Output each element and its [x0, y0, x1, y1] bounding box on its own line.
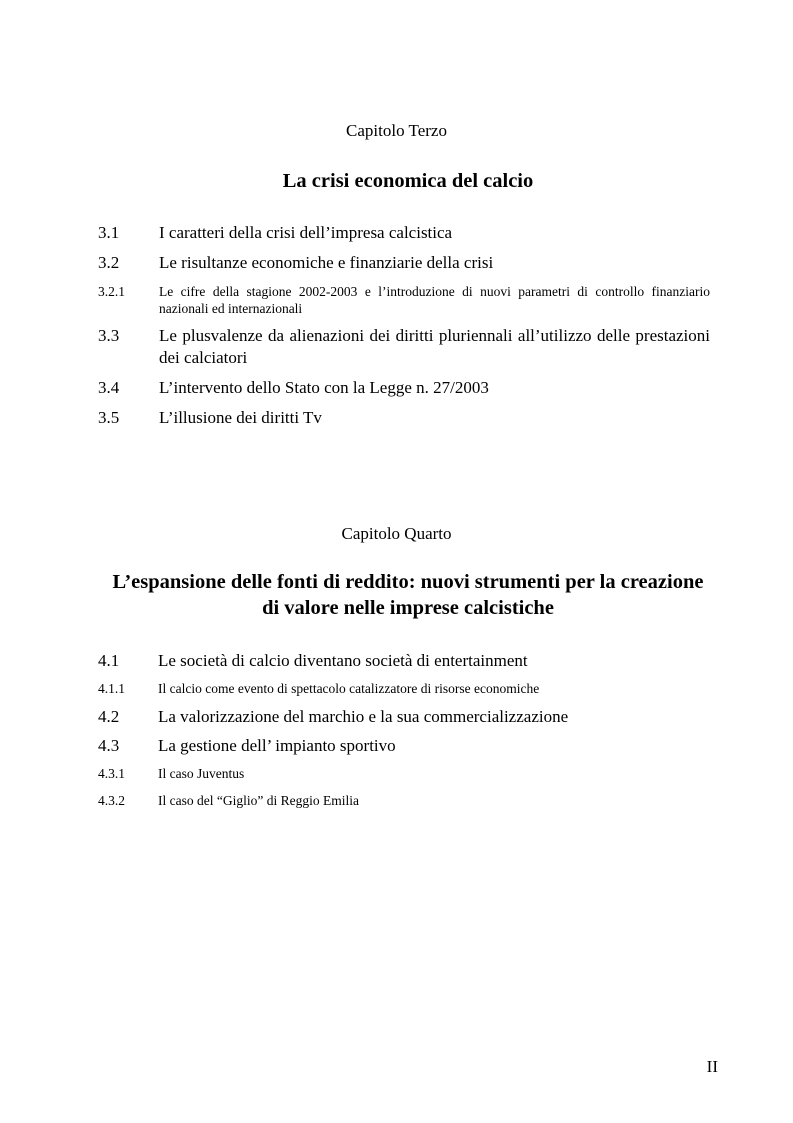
chapter-3-title: La crisi economica del calcio — [282, 170, 534, 192]
toc-entry-number: 3.3 — [98, 326, 120, 345]
toc-entry-3-1 — [98, 222, 710, 244]
toc-entry-number: 3.2 — [98, 253, 120, 272]
page-number: II — [706, 1057, 718, 1076]
chapter-4-title — [90, 569, 726, 621]
toc-entry-4-2 — [98, 706, 710, 728]
toc-entry-text: L’illusione dei diritti Tv — [159, 408, 322, 427]
toc-entry-text: Il caso Juventus — [158, 766, 245, 781]
toc-entry-number: 4.1 — [98, 651, 120, 670]
toc-entry-text: Il caso del “Giglio” di Reggio Emilia — [158, 793, 359, 808]
toc-entry-number: 4.1.1 — [98, 681, 125, 696]
toc-entry-text: Le cifre della stagione 2002-2003 e l’introduzione di nuovi parametri di controllo finanziario nazionali ed internazionali — [159, 284, 710, 316]
toc-entry-text: I caratteri della crisi dell’impresa calcistica — [159, 223, 453, 242]
chapter-4-title-line-2: di valore nelle imprese calcistiche — [262, 597, 554, 619]
toc-entry-4-3-1 — [98, 765, 710, 782]
toc-entry-number: 3.2.1 — [98, 284, 125, 299]
toc-entry-text: Le plusvalenze da alienazioni dei diritti pluriennali all’utilizzo delle prestazioni dei calciatori — [159, 326, 710, 367]
toc-entry-number: 3.5 — [98, 408, 120, 427]
toc-entry-text: La valorizzazione del marchio e la sua commercializzazione — [158, 707, 569, 726]
toc-entry-text: La gestione dell’ impianto sportivo — [158, 736, 396, 755]
toc-entry-4-1-1 — [98, 680, 710, 697]
toc-entry-3-3 — [98, 325, 710, 369]
toc-entry-number: 4.3.2 — [98, 793, 125, 808]
toc-entry-4-3-2 — [98, 792, 710, 809]
toc-entry-number: 4.3.1 — [98, 766, 125, 781]
toc-entry-number: 3.4 — [98, 378, 120, 397]
toc-entry-4-3 — [98, 735, 710, 757]
chapter-3-label: Capitolo Terzo — [346, 121, 447, 140]
chapter-4-title-line-1: L’espansione delle fonti di reddito: nuovi strumenti per la creazione — [112, 571, 704, 593]
toc-entry-4-1 — [98, 650, 710, 672]
toc-entry-text: Il calcio come evento di spettacolo catalizzatore di risorse economiche — [158, 681, 540, 696]
toc-entry-3-2 — [98, 252, 710, 274]
toc-entry-text: Le risultanze economiche e finanziarie della crisi — [159, 253, 494, 272]
toc-entry-3-4 — [98, 377, 710, 399]
toc-entry-number: 4.2 — [98, 707, 120, 726]
toc-entry-text: L’intervento dello Stato con la Legge n. 27/2003 — [159, 378, 489, 397]
chapter-4-label: Capitolo Quarto — [341, 524, 452, 543]
toc-entry-number: 4.3 — [98, 736, 120, 755]
toc-entry-number: 3.1 — [98, 223, 120, 242]
toc-entry-3-2-1 — [98, 283, 710, 317]
toc-entry-3-5 — [98, 407, 710, 429]
toc-entry-text: Le società di calcio diventano società di entertainment — [158, 651, 528, 670]
